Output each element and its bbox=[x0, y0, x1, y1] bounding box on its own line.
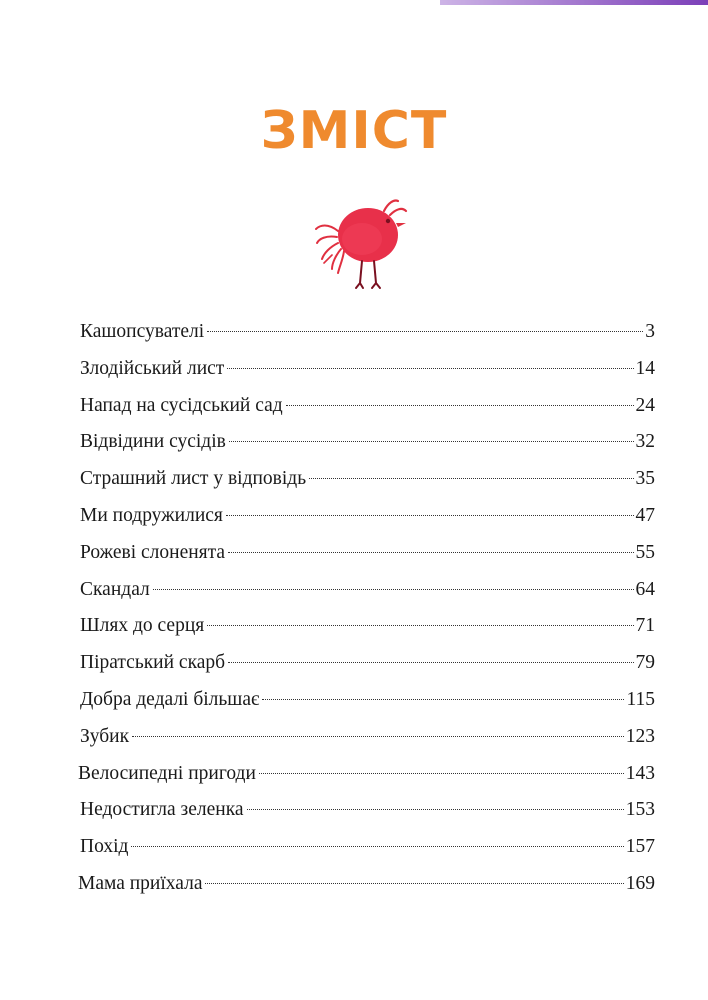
toc-entry-page-number: 71 bbox=[635, 615, 655, 637]
toc-entry-title: Шлях до серця bbox=[80, 615, 205, 637]
red-bird-illustration bbox=[310, 193, 415, 293]
toc-entry-title: Напад на сусідський сад bbox=[80, 394, 283, 416]
toc-entry-title: Злодійський лист bbox=[80, 357, 225, 379]
toc-entry[interactable] bbox=[80, 795, 655, 825]
toc-entry[interactable] bbox=[80, 575, 655, 605]
toc-entry-page-number: 47 bbox=[635, 505, 655, 526]
dot-leader bbox=[205, 883, 623, 884]
toc-entry-page-number: 32 bbox=[635, 431, 655, 453]
toc-entry-page-number: 169 bbox=[625, 873, 655, 894]
toc-entry[interactable] bbox=[80, 427, 655, 457]
toc-entry-page-number: 3 bbox=[645, 321, 655, 342]
dot-leader bbox=[207, 331, 643, 332]
toc-entry[interactable] bbox=[80, 501, 655, 531]
toc-entry-title: Ми подружилися bbox=[80, 505, 223, 526]
toc-entry-page-number: 123 bbox=[625, 725, 655, 747]
toc-entry-page-number: 79 bbox=[635, 652, 655, 674]
toc-entry[interactable] bbox=[80, 317, 655, 347]
toc-entry-page-number: 55 bbox=[635, 541, 655, 563]
toc-entry-title: Відвідини сусідів bbox=[80, 431, 226, 453]
dot-leader bbox=[259, 773, 624, 774]
dot-leader bbox=[131, 846, 623, 847]
toc-entry-title: Мама приїхала bbox=[78, 873, 203, 894]
top-accent-bar bbox=[440, 0, 708, 5]
page-title: ЗМІСТ bbox=[260, 101, 448, 161]
toc-entry[interactable] bbox=[80, 611, 655, 641]
toc-entry[interactable] bbox=[80, 354, 655, 384]
toc-entry-title: Зубик bbox=[80, 725, 130, 747]
toc-entry-page-number: 157 bbox=[625, 836, 655, 858]
dot-leader bbox=[153, 589, 634, 590]
toc-entry-title: Добра дедалі більшає bbox=[80, 689, 260, 710]
toc-entry-title: Похід bbox=[80, 836, 129, 858]
toc-entry[interactable] bbox=[80, 685, 655, 715]
toc-entry-page-number: 14 bbox=[635, 357, 655, 379]
toc-entry[interactable] bbox=[78, 759, 655, 789]
toc-entry-title: Скандал bbox=[80, 578, 150, 600]
toc-entry-title: Недостигла зеленка bbox=[80, 799, 244, 821]
toc-entry[interactable] bbox=[80, 538, 655, 568]
toc-entry[interactable] bbox=[80, 391, 655, 421]
toc-entry-title: Велосипедні пригоди bbox=[78, 762, 256, 784]
toc-entry-page-number: 115 bbox=[626, 689, 655, 710]
toc-entry[interactable] bbox=[80, 722, 655, 752]
toc-entry-page-number: 153 bbox=[625, 799, 655, 821]
dot-leader bbox=[262, 699, 624, 700]
dot-leader bbox=[228, 662, 633, 663]
dot-leader bbox=[247, 809, 624, 810]
toc-entry-page-number: 24 bbox=[635, 394, 655, 416]
dot-leader bbox=[227, 368, 633, 369]
toc-entry-title: Кашопсувателі bbox=[80, 321, 205, 342]
dot-leader bbox=[228, 552, 633, 553]
dot-leader bbox=[286, 405, 634, 406]
toc-entry-page-number: 35 bbox=[635, 468, 655, 490]
dot-leader bbox=[226, 515, 634, 516]
dot-leader bbox=[132, 736, 624, 737]
toc-entry-title: Піратський скарб bbox=[80, 652, 226, 674]
toc-entry-page-number: 64 bbox=[635, 578, 655, 600]
toc-entry-page-number: 143 bbox=[625, 762, 655, 784]
toc-entry-title: Страшний лист у відповідь bbox=[80, 468, 307, 490]
toc-entry[interactable] bbox=[80, 464, 655, 494]
dot-leader bbox=[207, 625, 633, 626]
dot-leader bbox=[229, 441, 634, 442]
dot-leader bbox=[309, 478, 633, 479]
toc-entry[interactable] bbox=[78, 869, 655, 899]
toc-entry[interactable] bbox=[80, 648, 655, 678]
toc-entry[interactable] bbox=[80, 832, 655, 862]
toc-entry-title: Рожеві слоненята bbox=[80, 541, 226, 563]
